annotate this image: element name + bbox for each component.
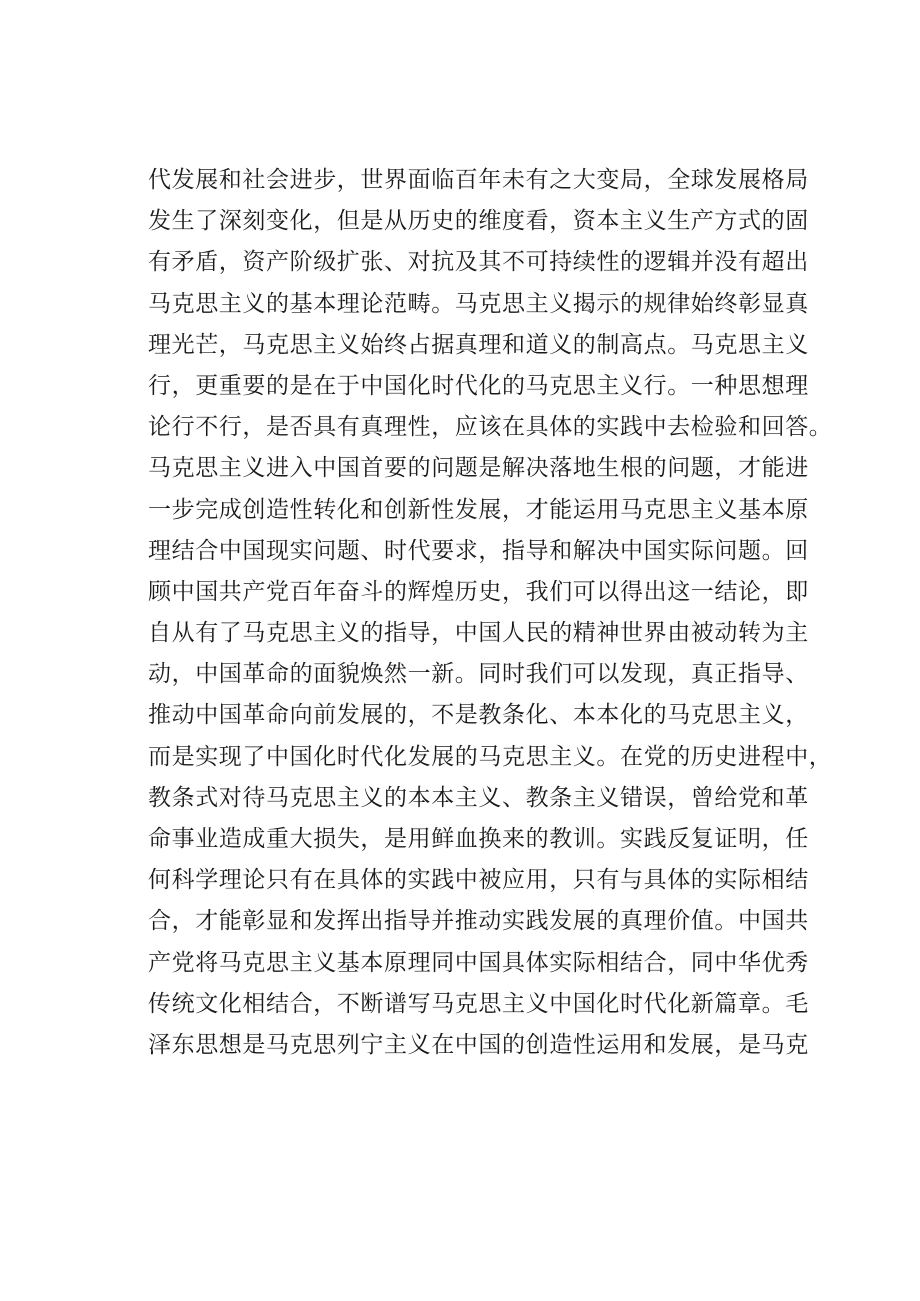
text-line: 有矛盾，资产阶级扩张、对抗及其不可持续性的逻辑并没有超出 xyxy=(148,249,809,276)
text-line: 推动中国革命向前发展的，不是教条化、本本化的马克思主义， xyxy=(148,702,809,729)
text-line: 马克思主义的基本理论范畴。马克思主义揭示的规律始终彰显真 xyxy=(148,290,809,317)
text-line: 理光芒，马克思主义始终占据真理和道义的制高点。马克思主义 xyxy=(148,331,809,358)
text-line: 产党将马克思主义基本原理同中国具体实际相结合，同中华优秀 xyxy=(148,949,809,976)
text-line: 马克思主义进入中国首要的问题是解决落地生根的问题，才能进 xyxy=(148,455,809,482)
text-line: 何科学理论只有在具体的实践中被应用，只有与具体的实际相结 xyxy=(148,867,809,894)
text-line: 动，中国革命的面貌焕然一新。同时我们可以发现，真正指导、 xyxy=(148,661,809,688)
text-line: 泽东思想是马克思列宁主义在中国的创造性运用和发展，是马克 xyxy=(148,1031,809,1058)
text-line: 行，更重要的是在于中国化时代化的马克思主义行。一种思想理 xyxy=(148,372,809,399)
text-line: 命事业造成重大损失，是用鲜血换来的教训。实践反复证明，任 xyxy=(148,826,809,852)
text-line: 自从有了马克思主义的指导，中国人民的精神世界由被动转为主 xyxy=(148,620,809,647)
text-line: 代发展和社会进步，世界面临百年未有之大变局，全球发展格局 xyxy=(148,167,809,193)
text-line: 而是实现了中国化时代化发展的马克思主义。在党的历史进程中， xyxy=(148,743,833,770)
text-line: 顾中国共产党百年奋斗的辉煌历史，我们可以得出这一结论，即 xyxy=(148,578,809,605)
text-line: 发生了深刻变化，但是从历史的维度看，资本主义生产方式的固 xyxy=(148,208,809,235)
text-line: 教条式对待马克思主义的本本主义、教条主义错误，曾给党和革 xyxy=(148,784,809,811)
body-text xyxy=(148,160,833,1066)
text-line: 传统文化相结合，不断谱写马克思主义中国化时代化新篇章。毛 xyxy=(148,990,809,1017)
text-line: 合，才能彰显和发挥出指导并推动实践发展的真理价值。中国共 xyxy=(148,908,809,935)
text-line: 理结合中国现实问题、时代要求，指导和解决中国实际问题。回 xyxy=(148,537,809,564)
text-line: 论行不行，是否具有真理性，应该在具体的实践中去检验和回答。 xyxy=(148,414,833,441)
text-line: 一步完成创造性转化和创新性发展，才能运用马克思主义基本原 xyxy=(148,496,809,523)
